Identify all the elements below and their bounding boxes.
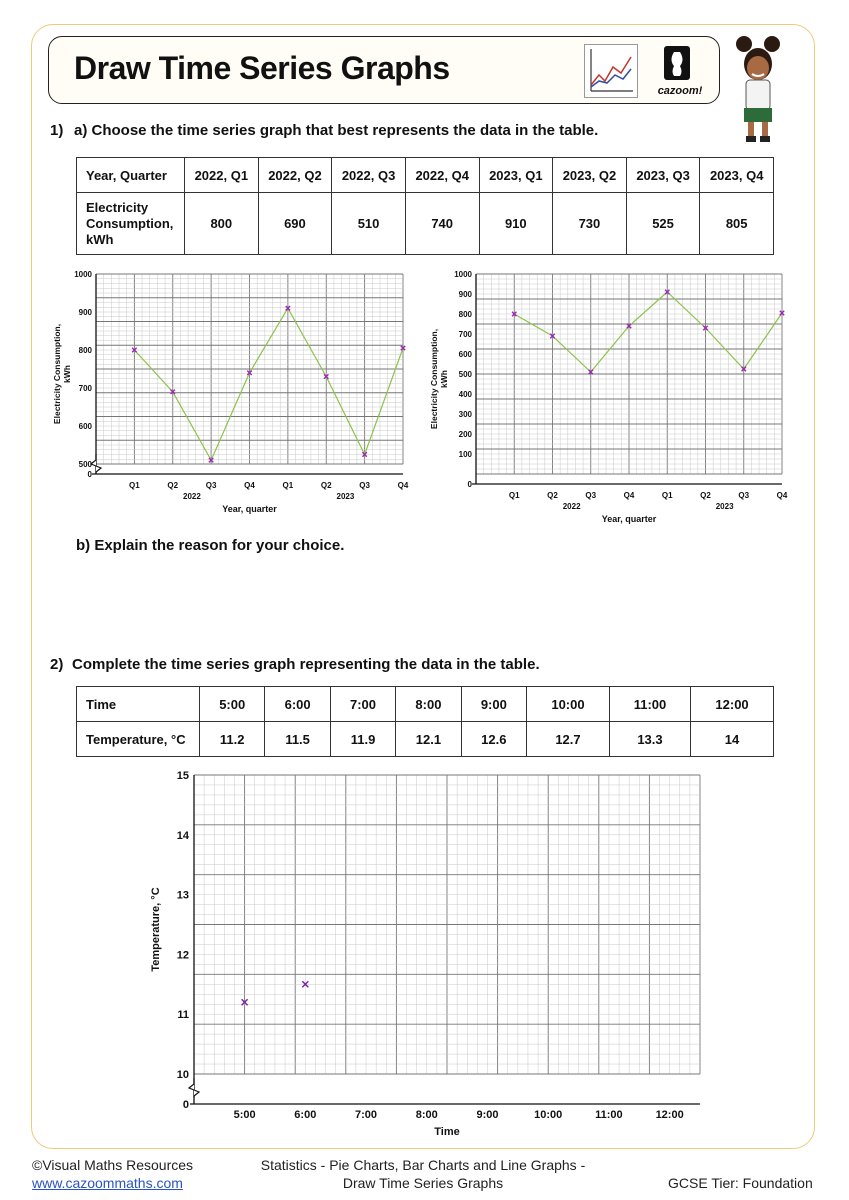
q1-part-b-text: b) Explain the reason for your choice. — [76, 537, 345, 554]
year-label: 2022 — [183, 492, 201, 501]
q2-col: 6:00 — [265, 687, 330, 722]
footer-tier: GCSE Tier: Foundation — [668, 1175, 813, 1191]
q2-table-row-header: Temperature, °C — [77, 722, 200, 757]
x-axis-label: Time — [434, 1126, 460, 1138]
page-title: Draw Time Series Graphs — [74, 50, 450, 86]
footer-center-line1: Statistics - Pie Charts, Bar Charts and Line Graphs - — [260, 1157, 586, 1173]
y-axis-label: kWh — [62, 365, 72, 383]
row-header-line: Electricity — [86, 199, 149, 215]
q1-col: 2023, Q1 — [479, 158, 553, 193]
y-tick-label: 600 — [458, 350, 472, 359]
y-axis-label: Temperature, °C — [150, 887, 162, 972]
x-tick-label: Q1 — [508, 491, 520, 500]
q2-col: 7:00 — [330, 687, 395, 722]
q1-value: 730 — [553, 193, 627, 255]
q1-part-a-text: a) Choose the time series graph that best represents the data in the table. — [74, 122, 599, 139]
y-tick-label: 800 — [78, 346, 92, 355]
q1-value: 690 — [258, 193, 332, 255]
y-tick-label: 1000 — [454, 270, 472, 279]
y-tick-label: 500 — [78, 460, 92, 469]
y-tick-label: 500 — [458, 370, 472, 379]
footer-center-line2: Draw Time Series Graphs — [342, 1175, 504, 1191]
x-axis-label: Year, quarter — [601, 514, 657, 524]
x-tick-label: Q3 — [738, 491, 750, 500]
x-tick-label: Q2 — [547, 491, 558, 500]
footer-url[interactable] — [32, 1175, 183, 1191]
y-tick-label: 800 — [458, 310, 472, 319]
q2-value: 14 — [691, 722, 774, 757]
x-tick-label: Q3 — [585, 491, 597, 500]
q1-col: 2022, Q2 — [258, 158, 332, 193]
q1-col: 2022, Q3 — [332, 158, 406, 193]
x-tick-label: 12:00 — [655, 1109, 684, 1121]
q2-value: 11.9 — [330, 722, 395, 757]
x-tick-label: Q3 — [205, 481, 217, 490]
x-tick-label: 7:00 — [355, 1109, 378, 1121]
x-tick-label: 11:00 — [595, 1109, 623, 1121]
y-axis-label: kWh — [439, 370, 449, 388]
x-tick-label: Q3 — [359, 481, 370, 490]
y-tick-label: 13 — [176, 889, 189, 902]
q1-col: 2023, Q2 — [553, 158, 627, 193]
q1-col: 2023, Q4 — [700, 158, 774, 193]
axis-break-mark — [189, 1078, 199, 1098]
q1-table-header: Year, Quarter — [77, 158, 185, 193]
x-tick-label: Q2 — [700, 491, 711, 500]
x-tick-label: Q4 — [776, 491, 788, 500]
x-tick-label: Q4 — [397, 481, 409, 490]
footer-link[interactable]: www.cazoommaths.com — [32, 1175, 183, 1191]
y-tick-label: 100 — [458, 450, 472, 459]
q1-number: 1) — [50, 122, 64, 139]
y-tick-label: 600 — [78, 422, 92, 431]
y-tick-label: 1000 — [74, 270, 92, 279]
x-tick-label: Q1 — [129, 481, 140, 490]
q1-value: 740 — [405, 193, 479, 255]
x-axis-label: Year, quarter — [222, 504, 277, 514]
y-tick-label: 900 — [78, 308, 92, 317]
x-tick-label: Q4 — [623, 491, 635, 500]
y-tick-label: 10 — [176, 1069, 189, 1081]
q1-col: 2023, Q3 — [626, 158, 700, 193]
x-tick-label: Q4 — [244, 481, 255, 490]
q2-col: 5:00 — [200, 687, 265, 722]
row-header-line: kWh — [86, 231, 114, 247]
y-tick-label: 11 — [177, 1009, 189, 1022]
x-tick-label: 8:00 — [415, 1109, 438, 1121]
q2-value: 12.1 — [396, 722, 461, 757]
x-tick-label: Q1 — [282, 481, 294, 490]
q1-col: 2022, Q1 — [185, 158, 259, 193]
y-tick-label: 14 — [176, 829, 189, 842]
y-axis-label: Electricity Consumption, — [429, 328, 439, 430]
y-tick-label: 15 — [176, 770, 189, 782]
y-tick-label: 400 — [458, 390, 472, 399]
q1-col: 2022, Q4 — [405, 158, 479, 193]
y-tick-label: 700 — [458, 330, 472, 339]
y-tick-label: 300 — [458, 410, 472, 419]
x-tick-label: 9:00 — [476, 1109, 499, 1121]
y-tick-label: 0 — [87, 470, 92, 479]
y-tick-label: 0 — [467, 480, 472, 489]
x-tick-label: Q2 — [167, 481, 179, 490]
q2-number: 2) — [50, 656, 64, 673]
q2-value: 12.6 — [461, 722, 526, 757]
y-tick-label: 0 — [182, 1099, 189, 1111]
year-label: 2023 — [715, 502, 734, 511]
y-tick-label: 900 — [458, 290, 472, 299]
footer-copyright: ©Visual Maths Resources — [32, 1157, 194, 1173]
q1-value: 800 — [185, 193, 259, 255]
y-tick-label: 12 — [176, 949, 189, 962]
x-tick-label: Q1 — [661, 491, 673, 500]
q2-col: 9:00 — [461, 687, 526, 722]
q1-value: 525 — [626, 193, 700, 255]
q2-value: 13.3 — [609, 722, 690, 757]
x-tick-label: Q2 — [320, 481, 332, 490]
q1-value: 910 — [479, 193, 553, 255]
y-tick-label: 200 — [458, 430, 472, 439]
q2-col: 11:00 — [609, 687, 690, 722]
year-label: 2023 — [336, 492, 355, 501]
q2-text: Complete the time series graph representing the data in the table. — [72, 656, 540, 673]
q2-col: 10:00 — [527, 687, 610, 722]
q2-value: 11.2 — [200, 722, 265, 757]
q2-value: 11.5 — [265, 722, 330, 757]
x-tick-label: 6:00 — [294, 1109, 317, 1121]
q2-value: 12.7 — [527, 722, 610, 757]
year-label: 2022 — [562, 502, 581, 511]
x-tick-label: 10:00 — [534, 1109, 563, 1121]
q2-col: 8:00 — [396, 687, 461, 722]
logo-text: cazoom! — [657, 85, 703, 97]
q1-value: 510 — [332, 193, 406, 255]
y-axis-label: Electricity Consumption, — [52, 323, 62, 425]
q2-table-header: Time — [77, 687, 200, 722]
q1-value: 805 — [700, 193, 774, 255]
q2-col: 12:00 — [691, 687, 774, 722]
row-header-line: Consumption, — [86, 215, 174, 231]
y-tick-label: 700 — [78, 384, 92, 393]
x-tick-label: 5:00 — [233, 1109, 256, 1121]
